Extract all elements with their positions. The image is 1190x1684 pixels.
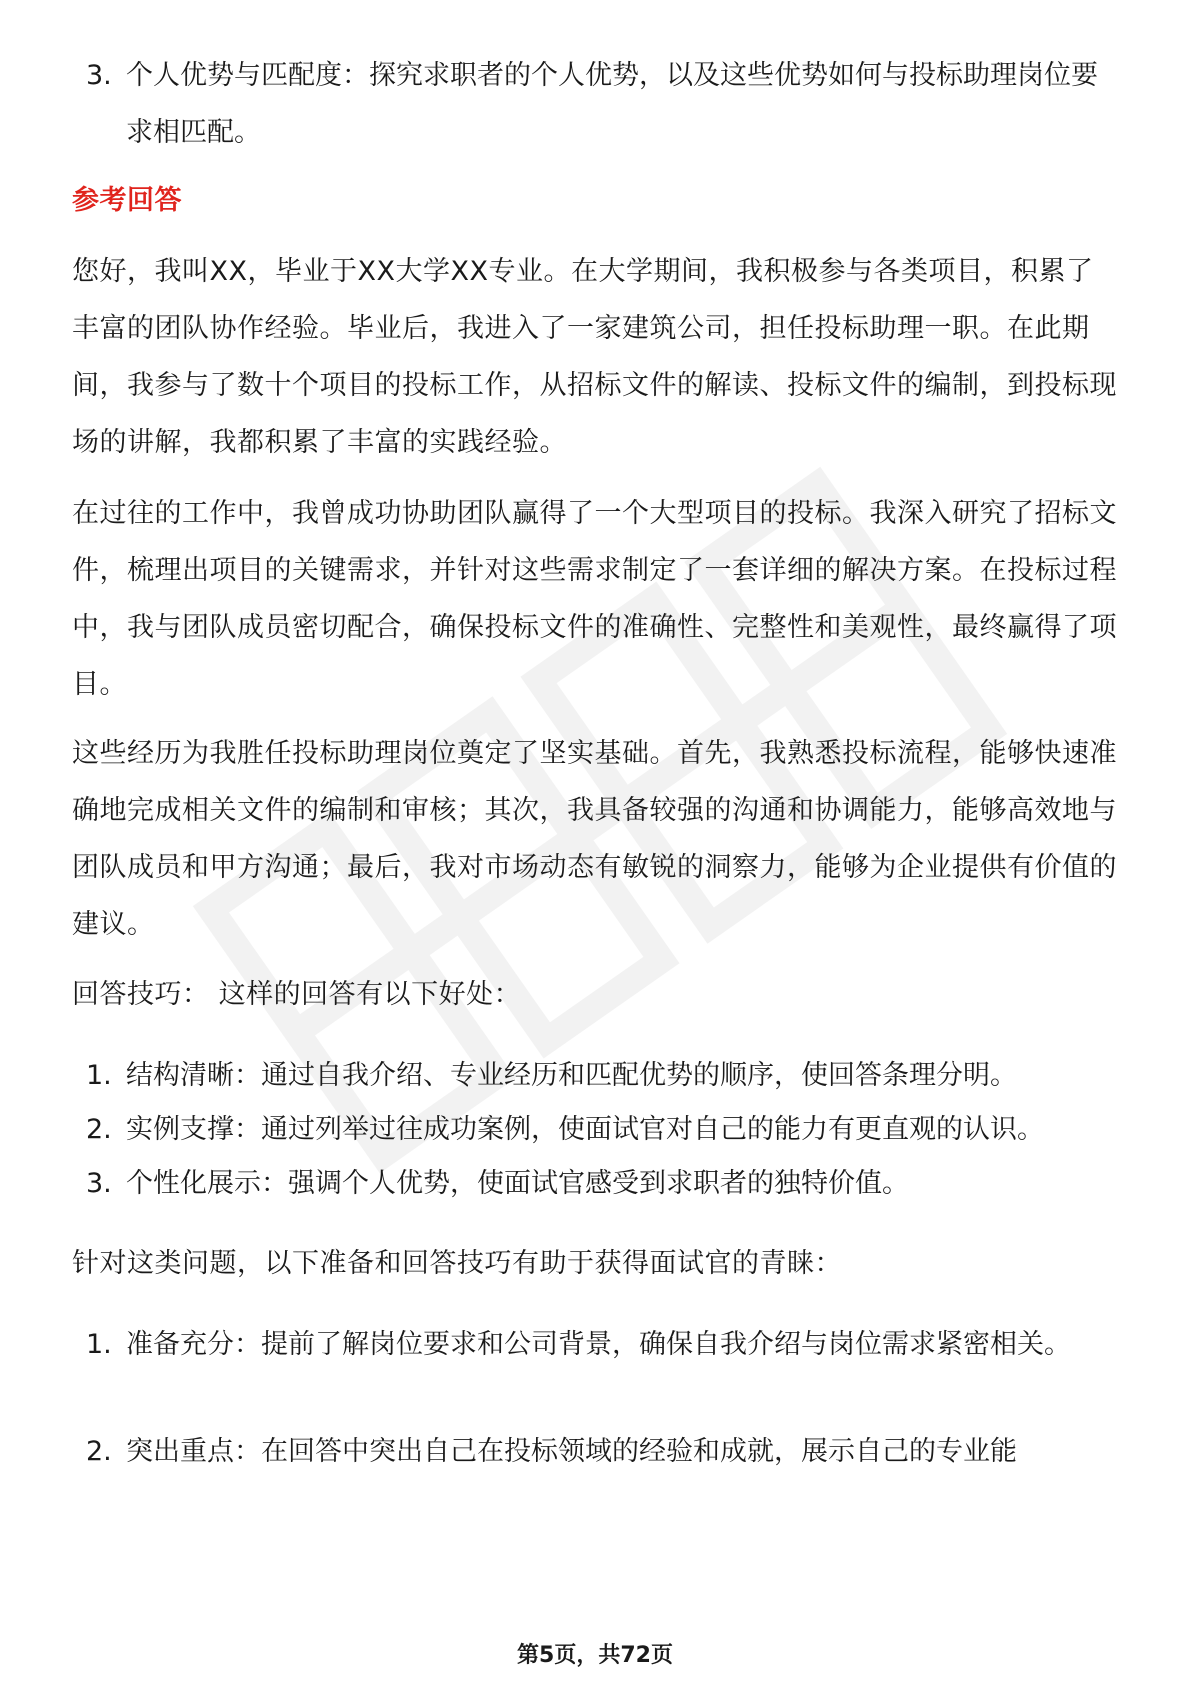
paragraph-1: 您好，我叫XX，毕业于XX大学XX专业。在大学期间，我积极参与各类项目，积累了丰富的团队协作经验。毕业后，我进入了一家建筑公司，担任投标助理一职。在此期间，我参与了数十个项目的投标工作，从招标文件的解读、投标文件的编制，到投标现场的讲解，我都积累了丰富的实践经验。: [72, 256, 1117, 458]
list-number: 2.: [86, 1114, 112, 1145]
paragraph-2: 在过往的工作中，我曾成功协助团队赢得了一个大型项目的投标。我深入研究了招标文件，梳理出项目的关键需求，并针对这些需求制定了一套详细的解决方案。在投标过程中，我与团队成员密切配合，确保投标文件的准确性、完整性和美观性，最终赢得了项目。: [72, 498, 1117, 700]
prep-item: [72, 1423, 1120, 1480]
list-number: 1.: [86, 1060, 112, 1091]
list-number: 3.: [86, 60, 112, 91]
paragraph-3: 这些经历为我胜任投标助理岗位奠定了坚实基础。首先，我熟悉投标流程，能够快速准确地完成相关文件的编制和审核；其次，我具备较强的沟通和协调能力，能够高效地与团队成员和甲方沟通；最后，我对市场动态有敏锐的洞察力，能够为企业提供有价值的建议。: [72, 738, 1117, 940]
tip-item: [72, 1047, 1120, 1104]
list-text: 个人优势与匹配度：探究求职者的个人优势，以及这些优势如何与投标助理岗位要求相匹配。: [126, 60, 1098, 148]
prep-intro: 针对这类问题，以下准备和回答技巧有助于获得面试官的青睐：: [72, 1248, 842, 1279]
list-text: 突出重点：在回答中突出自己在投标领域的经验和成就，展示自己的专业能: [126, 1436, 1017, 1467]
list-number: 3.: [86, 1168, 112, 1199]
prep-item: [72, 1316, 1120, 1373]
tips-intro: 回答技巧： 这样的回答有以下好处：: [72, 979, 522, 1010]
list-text: 个性化展示：强调个人优势，使面试官感受到求职者的独特价值。: [126, 1168, 909, 1199]
list-item-intro-3: [72, 47, 1120, 161]
list-number: 2.: [86, 1436, 112, 1467]
page-footer: 第5页，共72页: [517, 1643, 673, 1668]
tip-item: [72, 1101, 1120, 1158]
tip-item: [72, 1155, 1120, 1212]
list-text: 准备充分：提前了解岗位要求和公司背景，确保自我介绍与岗位需求紧密相关。: [126, 1329, 1071, 1360]
reference-answer-heading: 参考回答: [72, 185, 182, 216]
list-text: 结构清晰：通过自我介绍、专业经历和匹配优势的顺序，使回答条理分明。: [126, 1060, 1017, 1091]
list-number: 1.: [86, 1329, 112, 1360]
list-text: 实例支撑：通过列举过往成功案例，使面试官对自己的能力有更直观的认识。: [126, 1114, 1044, 1145]
